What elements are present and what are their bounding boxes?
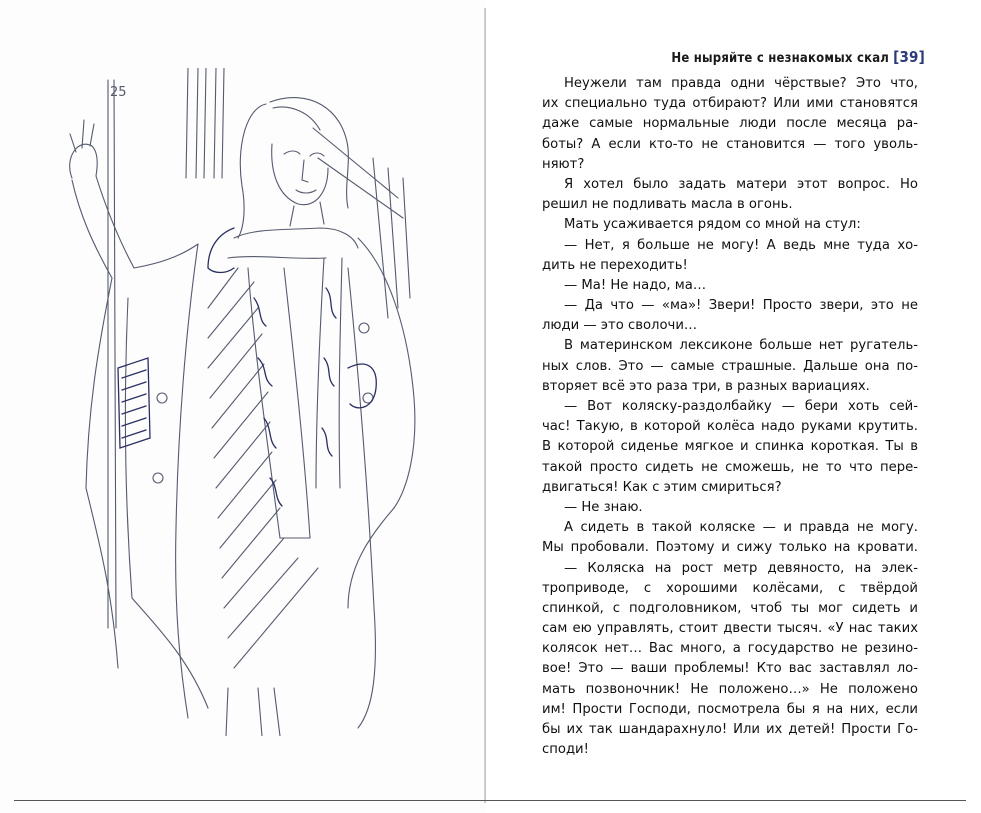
text-line: люди — это сволочи… [542,318,698,334]
text-line: А сидеть в такой коляске — и правда не могу. [564,520,918,536]
text-line: — Ма! Не надо, ма… [564,277,707,293]
text-line: вторяет всё это раза три, в разных вариациях. [542,378,870,394]
text-line: двигаться! Как с этим смириться? [542,479,782,495]
text-line: сам ею управлять, стоит двести тысяч. «У нас таких [542,621,918,637]
text-line: троприводе, с хорошими колёсами, с твёрдой [542,580,918,596]
page-number: [39] [893,48,925,66]
running-title: Не ныряйте с незнакомых скал [671,51,890,66]
text-line: Мы пробовали. Поэтому и сижу только на кровати. [542,540,918,556]
text-line: их специально туда отбирают? Или ими становятся [542,96,918,112]
text-line: — Коляска на рост метр девяносто, на элек- [564,560,918,576]
text-line: няют? [542,156,585,172]
text-line: им! Прости Господи, посмотрела бы я на них, если [542,701,918,717]
text-line: Я хотел было задать матери этот вопрос. Но [564,176,918,192]
illustration-corner-mark: 25 [110,85,127,100]
text-line: час! Такую, в которой колёса надо руками крутить. [542,419,918,435]
sketch-illustration [58,68,430,736]
text-line: мать позвоночник! Не положено…» Не положено [542,681,918,697]
body-text [542,74,918,760]
text-line: решил не подливать масла в огонь. [542,197,793,213]
text-line: споди! [542,742,589,758]
text-line: даже самые нормальные люди после месяца ра- [542,116,918,132]
text-line: — Да что — «ма»! Звери! Просто звери, это не [564,298,918,314]
text-line: ных слов. Это — самые страшные. Дальше она по- [542,358,918,374]
text-line: В материнском лексиконе больше нет ругатель- [564,338,918,354]
text-line: Мать усаживается рядом со мной на стул: [564,217,861,233]
text-line: — Нет, я больше не могу! А ведь мне туда хо- [564,237,918,253]
bottom-rule [14,800,966,801]
text-line: колясок нет… Вас много, а государство не резино- [542,641,918,657]
text-line: спинкой, с подголовником, чтоб ты мог сидеть и [542,600,918,616]
text-line: дить не переходить! [542,257,688,273]
running-header [671,48,925,66]
text-line: В которой сиденье мягкое и спинка короткая. Ты в [542,439,918,455]
left-page [0,0,485,813]
text-line: — Не знаю. [564,499,643,515]
text-line: вое! Это — ваши проблемы! Кто вас заставлял ло- [542,661,918,677]
text-line: бы их так шандарахнуло! Или их детей! Прости Го- [542,722,918,737]
text-line: Неужели там правда одни чёрствые? Это что, [564,76,918,91]
text-line: — Вот коляску-раздолбайку — бери хоть сей- [564,399,918,414]
text-line: боты? А если кто-то не становится — того уволь- [542,136,918,152]
text-line: такой просто сидеть не сможешь, не то что пере- [542,459,918,475]
